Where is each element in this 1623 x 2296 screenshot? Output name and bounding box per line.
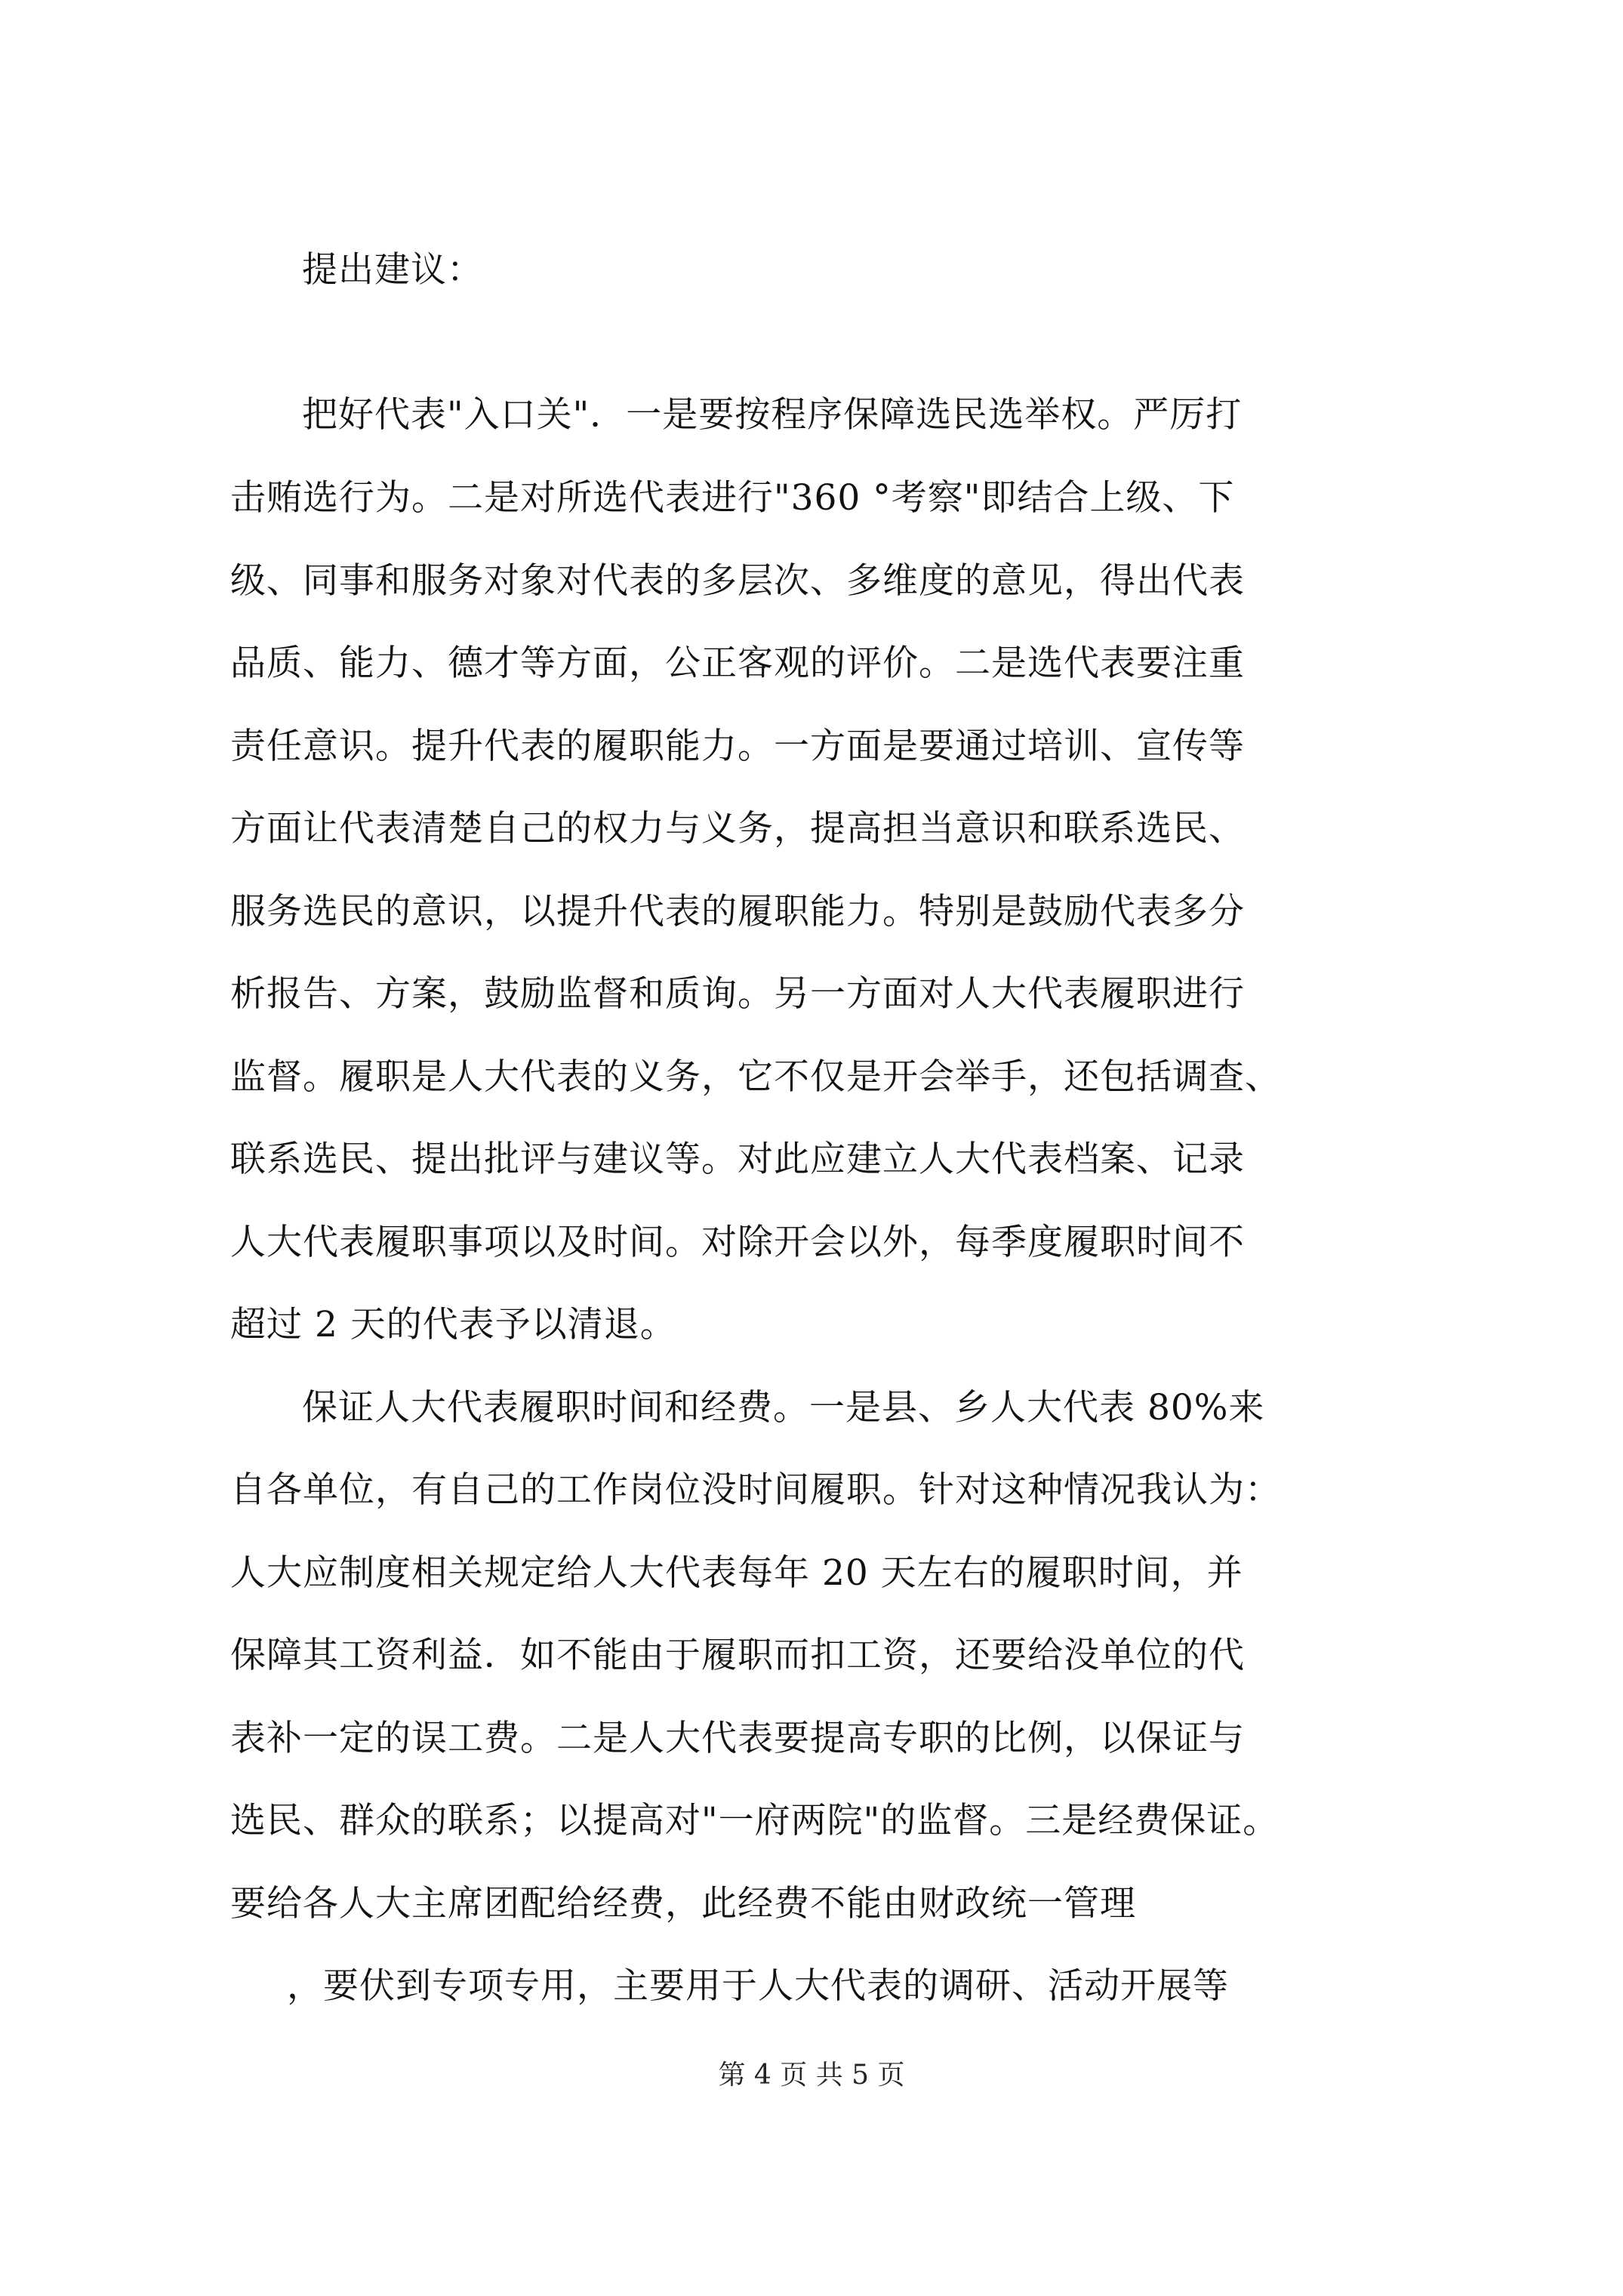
text-line: 保证人大代表履职时间和经费。一是县、乡人大代表 80%来 xyxy=(302,1387,1265,1428)
text-line: 析报告、方案，鼓励监督和质询。另一方面对人大代表履职进行 xyxy=(230,973,1245,1015)
text-line: 超过 2 天的代表予以清退。 xyxy=(230,1304,676,1345)
text-line: 责任意识。提升代表的履职能力。一方面是要通过培训、宣传等 xyxy=(230,726,1245,767)
text-line: 表补一定的误工费。二是人大代表要提高专职的比例，以保证与 xyxy=(230,1718,1245,1759)
text-line: 保障其工资利益．如不能由于履职而扣工资，还要给没单位的代 xyxy=(230,1635,1245,1676)
text-line: 提出建议： xyxy=(302,249,483,291)
text-line: 选民、群众的联系；以提高对"一府两院"的监督。三是经费保证。 xyxy=(230,1800,1280,1841)
text-line: 服务选民的意识，以提升代表的履职能力。特别是鼓励代表多分 xyxy=(230,891,1245,932)
text-line: 人大应制度相关规定给人大代表每年 20 天左右的履职时间，并 xyxy=(230,1552,1243,1594)
text-line: 自各单位，有自己的工作岗位没时间履职。针对这种情况我认为： xyxy=(230,1469,1281,1511)
text-line: 击贿选行为。二是对所选代表进行"360 °考察"即结合上级、下 xyxy=(230,477,1235,519)
text-line: 把好代表"入口关"．一是要按程序保障选民选举权。严厉打 xyxy=(302,394,1243,436)
text-line: 人大代表履职事项以及时间。对除开会以外，每季度履职时间不 xyxy=(230,1222,1245,1263)
text-line: 品质、能力、德才等方面，公正客观的评价。二是选代表要注重 xyxy=(230,643,1245,684)
page-number-footer: 第 4 页 共 5 页 xyxy=(718,2060,905,2091)
text-line: 级、同事和服务对象对代表的多层次、多维度的意见，得出代表 xyxy=(230,560,1245,602)
text-line: 方面让代表清楚自己的权力与义务，提高担当意识和联系选民、 xyxy=(230,808,1245,849)
text-line: 监督。履职是人大代表的义务，它不仅是开会举手，还包括调查、 xyxy=(230,1056,1281,1098)
text-line: 要给各人大主席团配给经费，此经费不能由财政统一管理 xyxy=(230,1883,1136,1925)
text-line: 联系选民、提出批评与建议等。对此应建立人大代表档案、记录 xyxy=(230,1139,1245,1180)
text-line: ，要伏到专项专用，主要用于人大代表的调研、活动开展等 xyxy=(287,1965,1229,2007)
